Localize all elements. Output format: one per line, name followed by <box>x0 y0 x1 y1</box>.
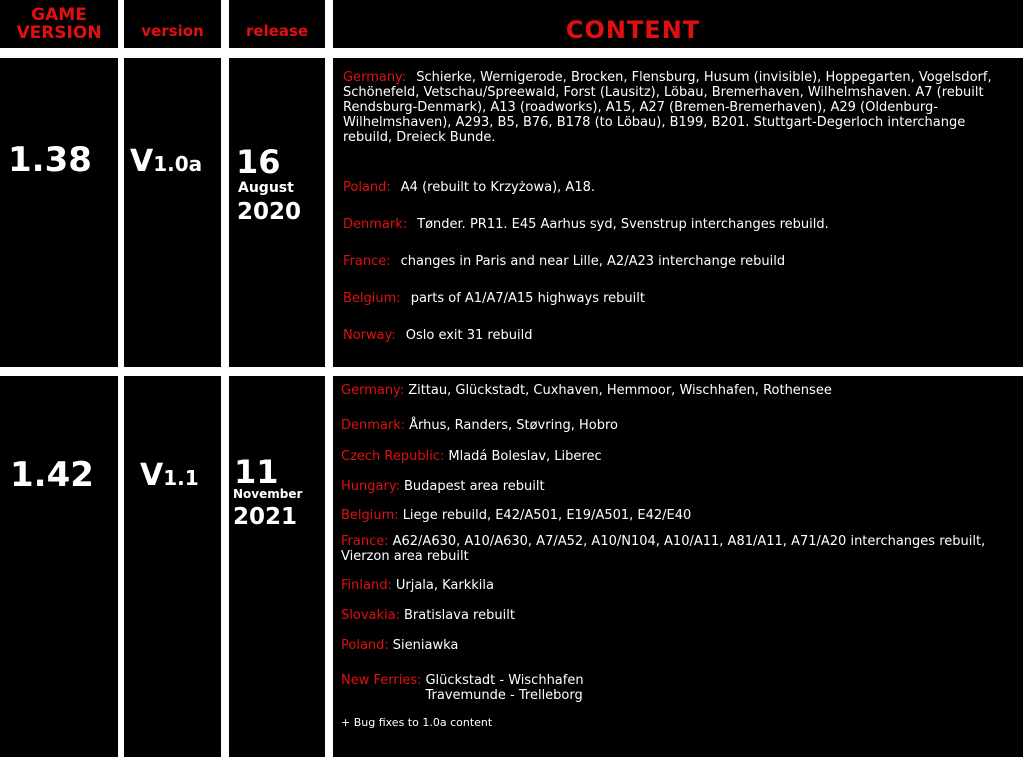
list-item <box>343 291 1013 306</box>
list-item <box>341 534 1016 564</box>
ferry-route: Travemunde - Trelleborg <box>425 688 583 703</box>
list-item <box>343 254 1013 269</box>
list-item <box>341 608 1016 623</box>
release-day: 16 <box>236 143 281 181</box>
list-item <box>341 673 1016 703</box>
grid-divider <box>118 0 124 757</box>
header-game-version: GAME VERSION <box>16 5 102 43</box>
country-label: Germany: <box>341 383 405 398</box>
country-label: France: <box>343 254 391 269</box>
entry-text: Schierke, Wernigerode, Brocken, Flensburg, Husum (invisible), Hoppegarten, Vogelsdorf, Schönefeld, Vetschau/Spreewald, Forst (Lausitz), Löbau, Bremerhaven, Wilhelmshaven. A7 (rebuilt Rendsburg-Denmark), A13 (roadworks), A15, A27 (Bremen-Bremerhaven), A29 (Oldenburg-Wilhelmshaven), A293, B5, B76, B178 (to Löbau), B199, B201. Stuttgart-Degerloch interchange rebuild, Dreieck Bunde. <box>343 70 992 145</box>
version-main: V <box>140 458 164 493</box>
header-content: CONTENT <box>565 16 701 44</box>
country-label: Belgium: <box>341 508 399 523</box>
version-sub: 1.0a <box>153 152 203 176</box>
list-item <box>343 70 1013 145</box>
entry-text: Sieniawka <box>392 638 459 653</box>
header-release: release <box>245 22 309 40</box>
content-cell <box>343 70 1013 360</box>
country-label: Hungary: <box>341 479 400 494</box>
release-year: 2020 <box>237 199 302 225</box>
version-value <box>140 458 199 493</box>
grid-divider <box>325 0 333 757</box>
version-sub: 1.1 <box>163 466 199 490</box>
country-label: Germany: <box>343 70 407 85</box>
list-item <box>343 180 1013 195</box>
version-main: V <box>130 144 154 179</box>
entry-text: parts of A1/A7/A15 highways rebuilt <box>410 291 645 306</box>
header-version: version <box>141 22 204 40</box>
game-version-value: 1.38 <box>8 140 92 180</box>
country-label: Denmark: <box>341 418 406 433</box>
entry-text: Oslo exit 31 rebuild <box>405 328 533 343</box>
country-label: Belgium: <box>343 291 401 306</box>
country-label: Denmark: <box>343 217 408 232</box>
entry-text: A62/A630, A10/A630, A7/A52, A10/N104, A10/A11, A81/A11, A71/A20 interchanges rebuilt, Vierzon area rebuilt <box>341 534 986 564</box>
bug-fix-note: + Bug fixes to 1.0a content <box>341 716 493 729</box>
entry-text: Liege rebuild, E42/A501, E19/A501, E42/E40 <box>402 508 692 523</box>
list-item <box>341 479 1016 494</box>
release-year: 2021 <box>233 504 298 530</box>
list-item <box>341 449 1016 464</box>
entry-text: A4 (rebuilt to Krzyżowa), A18. <box>400 180 596 195</box>
grid-divider <box>0 48 1023 58</box>
list-item <box>341 638 1016 653</box>
entry-text: Tønder. PR11. E45 Aarhus syd, Svenstrup interchanges rebuild. <box>417 217 829 232</box>
game-version-value: 1.42 <box>10 455 94 495</box>
release-day: 11 <box>234 453 279 491</box>
country-label: Czech Republic: <box>341 449 445 464</box>
country-label: Norway: <box>343 328 396 343</box>
release-month: November <box>233 487 303 501</box>
version-value <box>130 144 202 179</box>
ferry-routes <box>425 673 583 703</box>
country-label: Poland: <box>343 180 391 195</box>
entry-text: changes in Paris and near Lille, A2/A23 interchange rebuild <box>400 254 786 269</box>
country-label: Slovakia: <box>341 608 400 623</box>
entry-text: Budapest area rebuilt <box>403 479 545 494</box>
country-label: Poland: <box>341 638 389 653</box>
ferry-route: Glückstadt - Wischhafen <box>425 673 584 688</box>
content-cell <box>341 383 1016 743</box>
entry-text: Bratislava rebuilt <box>403 608 515 623</box>
list-item <box>341 508 1016 523</box>
entry-text: Århus, Randers, Støvring, Hobro <box>409 418 618 433</box>
country-label: New Ferries: <box>341 673 422 688</box>
list-item <box>341 578 1016 593</box>
grid-divider <box>221 0 229 757</box>
list-item <box>343 217 1013 232</box>
country-label: Finland: <box>341 578 392 593</box>
list-item <box>341 418 1016 433</box>
entry-text: Mladá Boleslav, Liberec <box>448 449 602 464</box>
entry-text: Urjala, Karkkila <box>395 578 494 593</box>
list-item <box>341 383 1016 398</box>
entry-text: Zittau, Glückstadt, Cuxhaven, Hemmoor, Wischhafen, Rothensee <box>408 383 832 398</box>
country-label: France: <box>341 534 389 549</box>
release-month: August <box>238 180 294 196</box>
list-item <box>343 328 1013 343</box>
grid-divider <box>0 367 1023 376</box>
